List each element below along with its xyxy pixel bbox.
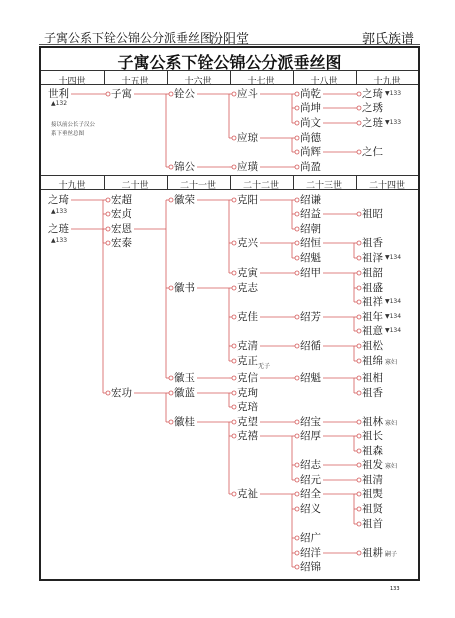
bottom-person-57: 祖森 bbox=[362, 445, 383, 457]
node-marker bbox=[232, 241, 236, 245]
node-marker bbox=[295, 492, 299, 496]
top-gen-3: 十六世 bbox=[184, 77, 212, 87]
node-marker bbox=[295, 507, 299, 511]
bottom-person-26: 绍益 bbox=[300, 208, 321, 220]
bottom-person-21: 克琣 bbox=[237, 401, 258, 413]
bottom-person-47: 祖盛 bbox=[362, 282, 383, 294]
top-gen-2: 十五世 bbox=[121, 77, 149, 87]
top-person-4: 应斗 bbox=[237, 88, 258, 100]
bottom-gen-6: 二十四世 bbox=[368, 181, 405, 191]
node-marker bbox=[357, 522, 361, 526]
node-marker bbox=[357, 241, 361, 245]
header-hall-name: 汾阳堂 bbox=[210, 32, 250, 47]
bottom-person-38: 绍全 bbox=[300, 488, 321, 500]
bottom-person-9: 徽玉 bbox=[174, 372, 195, 384]
cross-ref-note: ▼134 bbox=[385, 254, 402, 261]
node-marker bbox=[232, 92, 236, 96]
node-marker bbox=[295, 551, 299, 555]
bottom-person-51: 祖松 bbox=[362, 340, 383, 352]
node-marker bbox=[357, 449, 361, 453]
bottom-person-61: 祖贤 bbox=[362, 503, 383, 515]
node-marker bbox=[106, 198, 110, 202]
bottom-person-0: 之琦 bbox=[48, 194, 69, 206]
node-marker bbox=[169, 286, 173, 290]
node-marker bbox=[295, 256, 299, 260]
bottom-person-10: 徽蓝 bbox=[174, 387, 195, 399]
bottom-person-1: 之琏 bbox=[48, 223, 69, 235]
bottom-person-50: 祖意 bbox=[362, 325, 383, 337]
node-marker bbox=[357, 507, 361, 511]
node-marker bbox=[232, 492, 236, 496]
node-marker bbox=[357, 434, 361, 438]
bottom-person-12: 克阳 bbox=[237, 194, 258, 206]
bottom-person-2: 宏超 bbox=[111, 194, 132, 206]
cross-ref-note: ▼133 bbox=[385, 119, 402, 126]
bottom-person-8: 徽书 bbox=[174, 282, 195, 294]
top-person-6: 应璜 bbox=[237, 161, 258, 173]
top-person-1: 子寓 bbox=[111, 88, 132, 100]
node-marker bbox=[357, 150, 361, 154]
top-person-12: 尚盈 bbox=[300, 161, 321, 173]
top-person-9: 尚文 bbox=[300, 117, 321, 129]
header-book-name: 郭氏族谱 bbox=[362, 32, 415, 47]
bottom-person-41: 绍洋 bbox=[300, 547, 321, 559]
top-person-16: 之仁 bbox=[362, 146, 383, 158]
cross-ref-note: 嗣子 bbox=[385, 551, 398, 558]
top-gen-1: 十四世 bbox=[58, 77, 86, 87]
bottom-person-4: 宏恩 bbox=[111, 223, 132, 235]
cross-ref-note: 寡妇 bbox=[385, 359, 398, 366]
node-marker bbox=[295, 121, 299, 125]
node-marker bbox=[232, 344, 236, 348]
node-marker bbox=[295, 150, 299, 154]
bottom-col-divider bbox=[167, 176, 168, 189]
top-gen-4: 十七世 bbox=[247, 77, 275, 87]
node-marker bbox=[295, 198, 299, 202]
bottom-person-56: 祖长 bbox=[362, 430, 383, 442]
node-marker bbox=[295, 227, 299, 231]
cross-ref-note: ▼134 bbox=[385, 313, 402, 320]
cross-ref-note: 无子 bbox=[258, 363, 271, 370]
node-marker bbox=[357, 92, 361, 96]
top-person-10: 尚德 bbox=[300, 132, 321, 144]
bottom-person-62: 祖首 bbox=[362, 518, 383, 530]
bottom-person-59: 祖清 bbox=[362, 474, 383, 486]
node-marker bbox=[106, 241, 110, 245]
bottom-gen-3: 二十一世 bbox=[179, 181, 216, 191]
bottom-person-20: 克珣 bbox=[237, 387, 258, 399]
bottom-person-49: 祖年 bbox=[362, 311, 383, 323]
bottom-person-55: 祖林 bbox=[362, 416, 383, 428]
bottom-person-36: 绍志 bbox=[300, 459, 321, 471]
bottom-person-58: 祖发 bbox=[362, 459, 383, 471]
node-marker bbox=[169, 420, 173, 424]
cross-ref-note: ▼133 bbox=[385, 90, 402, 97]
bottom-person-48: 祖祥 bbox=[362, 296, 383, 308]
node-marker bbox=[232, 405, 236, 409]
node-marker bbox=[295, 315, 299, 319]
node-marker bbox=[232, 420, 236, 424]
bottom-person-43: 祖昭 bbox=[362, 208, 383, 220]
node-marker bbox=[357, 329, 361, 333]
node-marker bbox=[106, 227, 110, 231]
node-marker bbox=[106, 92, 110, 96]
top-col-divider bbox=[293, 71, 294, 84]
top-person-14: 之琇 bbox=[362, 102, 383, 114]
bottom-gen-1: 十九世 bbox=[58, 181, 86, 191]
top-person-8: 尚坤 bbox=[300, 102, 321, 114]
node-marker bbox=[232, 271, 236, 275]
node-marker bbox=[357, 315, 361, 319]
bottom-person-5: 宏泰 bbox=[111, 237, 132, 249]
node-marker bbox=[232, 434, 236, 438]
node-marker bbox=[232, 165, 236, 169]
bottom-person-54: 祖香 bbox=[362, 387, 383, 399]
node-marker bbox=[357, 359, 361, 363]
top-col-divider bbox=[167, 71, 168, 84]
bottom-person-35: 绍厚 bbox=[300, 430, 321, 442]
top-person-2: 铨公 bbox=[174, 88, 195, 100]
bottom-col-divider bbox=[104, 176, 105, 189]
node-marker bbox=[169, 198, 173, 202]
top-person-15: 之琏 bbox=[362, 117, 383, 129]
node-marker bbox=[169, 92, 173, 96]
bottom-person-40: 绍广 bbox=[300, 532, 321, 544]
bottom-person-34: 绍宝 bbox=[300, 416, 321, 428]
shili-note: 接以前公长子汉公系下垂丝总图 bbox=[51, 122, 96, 137]
node-marker bbox=[295, 565, 299, 569]
node-marker bbox=[169, 165, 173, 169]
top-person-11: 尚辉 bbox=[300, 146, 321, 158]
bottom-person-18: 克正 bbox=[237, 355, 258, 367]
node-marker bbox=[357, 478, 361, 482]
node-marker bbox=[357, 271, 361, 275]
node-marker bbox=[357, 420, 361, 424]
bottom-person-11: 徽桂 bbox=[174, 416, 195, 428]
bottom-col-divider bbox=[293, 176, 294, 189]
bottom-person-31: 绍芳 bbox=[300, 311, 321, 323]
node-marker bbox=[357, 121, 361, 125]
node-marker bbox=[232, 198, 236, 202]
node-marker bbox=[295, 344, 299, 348]
bottom-person-7: 徽荣 bbox=[174, 194, 195, 206]
bottom-person-22: 克望 bbox=[237, 416, 258, 428]
bottom-person-19: 克信 bbox=[237, 372, 258, 384]
node-marker bbox=[357, 492, 361, 496]
node-marker bbox=[357, 300, 361, 304]
bottom-person-33: 绍魁 bbox=[300, 372, 321, 384]
node-marker bbox=[232, 359, 236, 363]
top-col-divider bbox=[230, 71, 231, 84]
cross-ref-note: 寡妇 bbox=[385, 463, 398, 470]
node-marker bbox=[357, 344, 361, 348]
bottom-person-13: 克兴 bbox=[237, 237, 258, 249]
node-marker bbox=[295, 136, 299, 140]
chart-title: 子寓公系下铨公锦公分派垂丝图 bbox=[117, 53, 342, 72]
bottom-person-37: 绍元 bbox=[300, 474, 321, 486]
top-person-7: 尚乾 bbox=[300, 88, 321, 100]
node-marker bbox=[106, 212, 110, 216]
cross-ref-note: ▼134 bbox=[385, 327, 402, 334]
header-left-title: 子寓公系下铨公锦公分派垂丝图 bbox=[44, 31, 213, 45]
top-person-13: 之琦 bbox=[362, 88, 383, 100]
bottom-person-17: 克清 bbox=[237, 340, 258, 352]
node-marker bbox=[357, 463, 361, 467]
bottom-person-63: 祖耕 bbox=[362, 547, 383, 559]
node-marker bbox=[295, 420, 299, 424]
bottom-person-45: 祖泽 bbox=[362, 252, 383, 264]
node-marker bbox=[295, 241, 299, 245]
bottom-person-30: 绍甲 bbox=[300, 267, 321, 279]
bottom-col-divider bbox=[230, 176, 231, 189]
node-marker bbox=[295, 106, 299, 110]
bottom-gen-2: 二十世 bbox=[121, 181, 149, 191]
node-marker bbox=[357, 376, 361, 380]
node-marker bbox=[357, 391, 361, 395]
bottom-person-53: 祖相 bbox=[362, 372, 383, 384]
top-person-0: 世利 bbox=[48, 88, 69, 100]
bottom-person-16: 克佳 bbox=[237, 311, 258, 323]
bottom-person-60: 祖煚 bbox=[362, 488, 383, 500]
bottom-col-divider bbox=[356, 176, 357, 189]
node-marker bbox=[232, 286, 236, 290]
node-marker bbox=[295, 434, 299, 438]
node-marker bbox=[295, 478, 299, 482]
bottom-person-44: 祖香 bbox=[362, 237, 383, 249]
node-marker bbox=[169, 376, 173, 380]
bottom-person-39: 绍义 bbox=[300, 503, 321, 515]
bottom-person-28: 绍恒 bbox=[300, 237, 321, 249]
page-number: 133 bbox=[390, 586, 400, 592]
cross-ref-note: ▲133 bbox=[51, 237, 68, 244]
node-marker bbox=[232, 376, 236, 380]
bottom-person-46: 祖韶 bbox=[362, 267, 383, 279]
node-marker bbox=[232, 391, 236, 395]
node-marker bbox=[295, 92, 299, 96]
node-marker bbox=[295, 376, 299, 380]
bottom-person-29: 绍魁 bbox=[300, 252, 321, 264]
bottom-person-6: 宏功 bbox=[111, 387, 132, 399]
top-col-divider bbox=[356, 71, 357, 84]
top-person-5: 应琼 bbox=[237, 132, 258, 144]
node-marker bbox=[357, 212, 361, 216]
bottom-person-15: 克志 bbox=[237, 282, 258, 294]
node-marker bbox=[295, 463, 299, 467]
node-marker bbox=[357, 551, 361, 555]
bottom-gen-5: 二十三世 bbox=[305, 181, 342, 191]
bottom-person-14: 克寅 bbox=[237, 267, 258, 279]
node-marker bbox=[357, 286, 361, 290]
cross-ref-note: ▼134 bbox=[385, 298, 402, 305]
node-marker bbox=[106, 391, 110, 395]
node-marker bbox=[169, 391, 173, 395]
bottom-person-3: 宏贞 bbox=[111, 208, 132, 220]
top-col-divider bbox=[104, 71, 105, 84]
cross-ref-note: ▲132 bbox=[51, 100, 68, 107]
top-gen-6: 十九世 bbox=[373, 77, 401, 87]
bottom-person-24: 克祉 bbox=[237, 488, 258, 500]
cross-ref-note: 寡妇 bbox=[385, 420, 398, 427]
node-marker bbox=[295, 212, 299, 216]
top-gen-5: 十八世 bbox=[310, 77, 338, 87]
node-marker bbox=[232, 315, 236, 319]
node-marker bbox=[357, 256, 361, 260]
node-marker bbox=[232, 136, 236, 140]
bottom-person-42: 绍锦 bbox=[300, 561, 321, 573]
node-marker bbox=[295, 536, 299, 540]
bottom-person-32: 绍循 bbox=[300, 340, 321, 352]
cross-ref-note: ▲133 bbox=[51, 208, 68, 215]
bottom-person-52: 祖绵 bbox=[362, 355, 383, 367]
bottom-person-27: 绍朝 bbox=[300, 223, 321, 235]
node-marker bbox=[295, 165, 299, 169]
bottom-person-25: 绍谦 bbox=[300, 194, 321, 206]
node-marker bbox=[357, 106, 361, 110]
top-person-3: 锦公 bbox=[174, 161, 195, 173]
node-marker bbox=[295, 271, 299, 275]
bottom-person-23: 克禧 bbox=[237, 430, 258, 442]
bottom-gen-4: 二十二世 bbox=[242, 181, 279, 191]
